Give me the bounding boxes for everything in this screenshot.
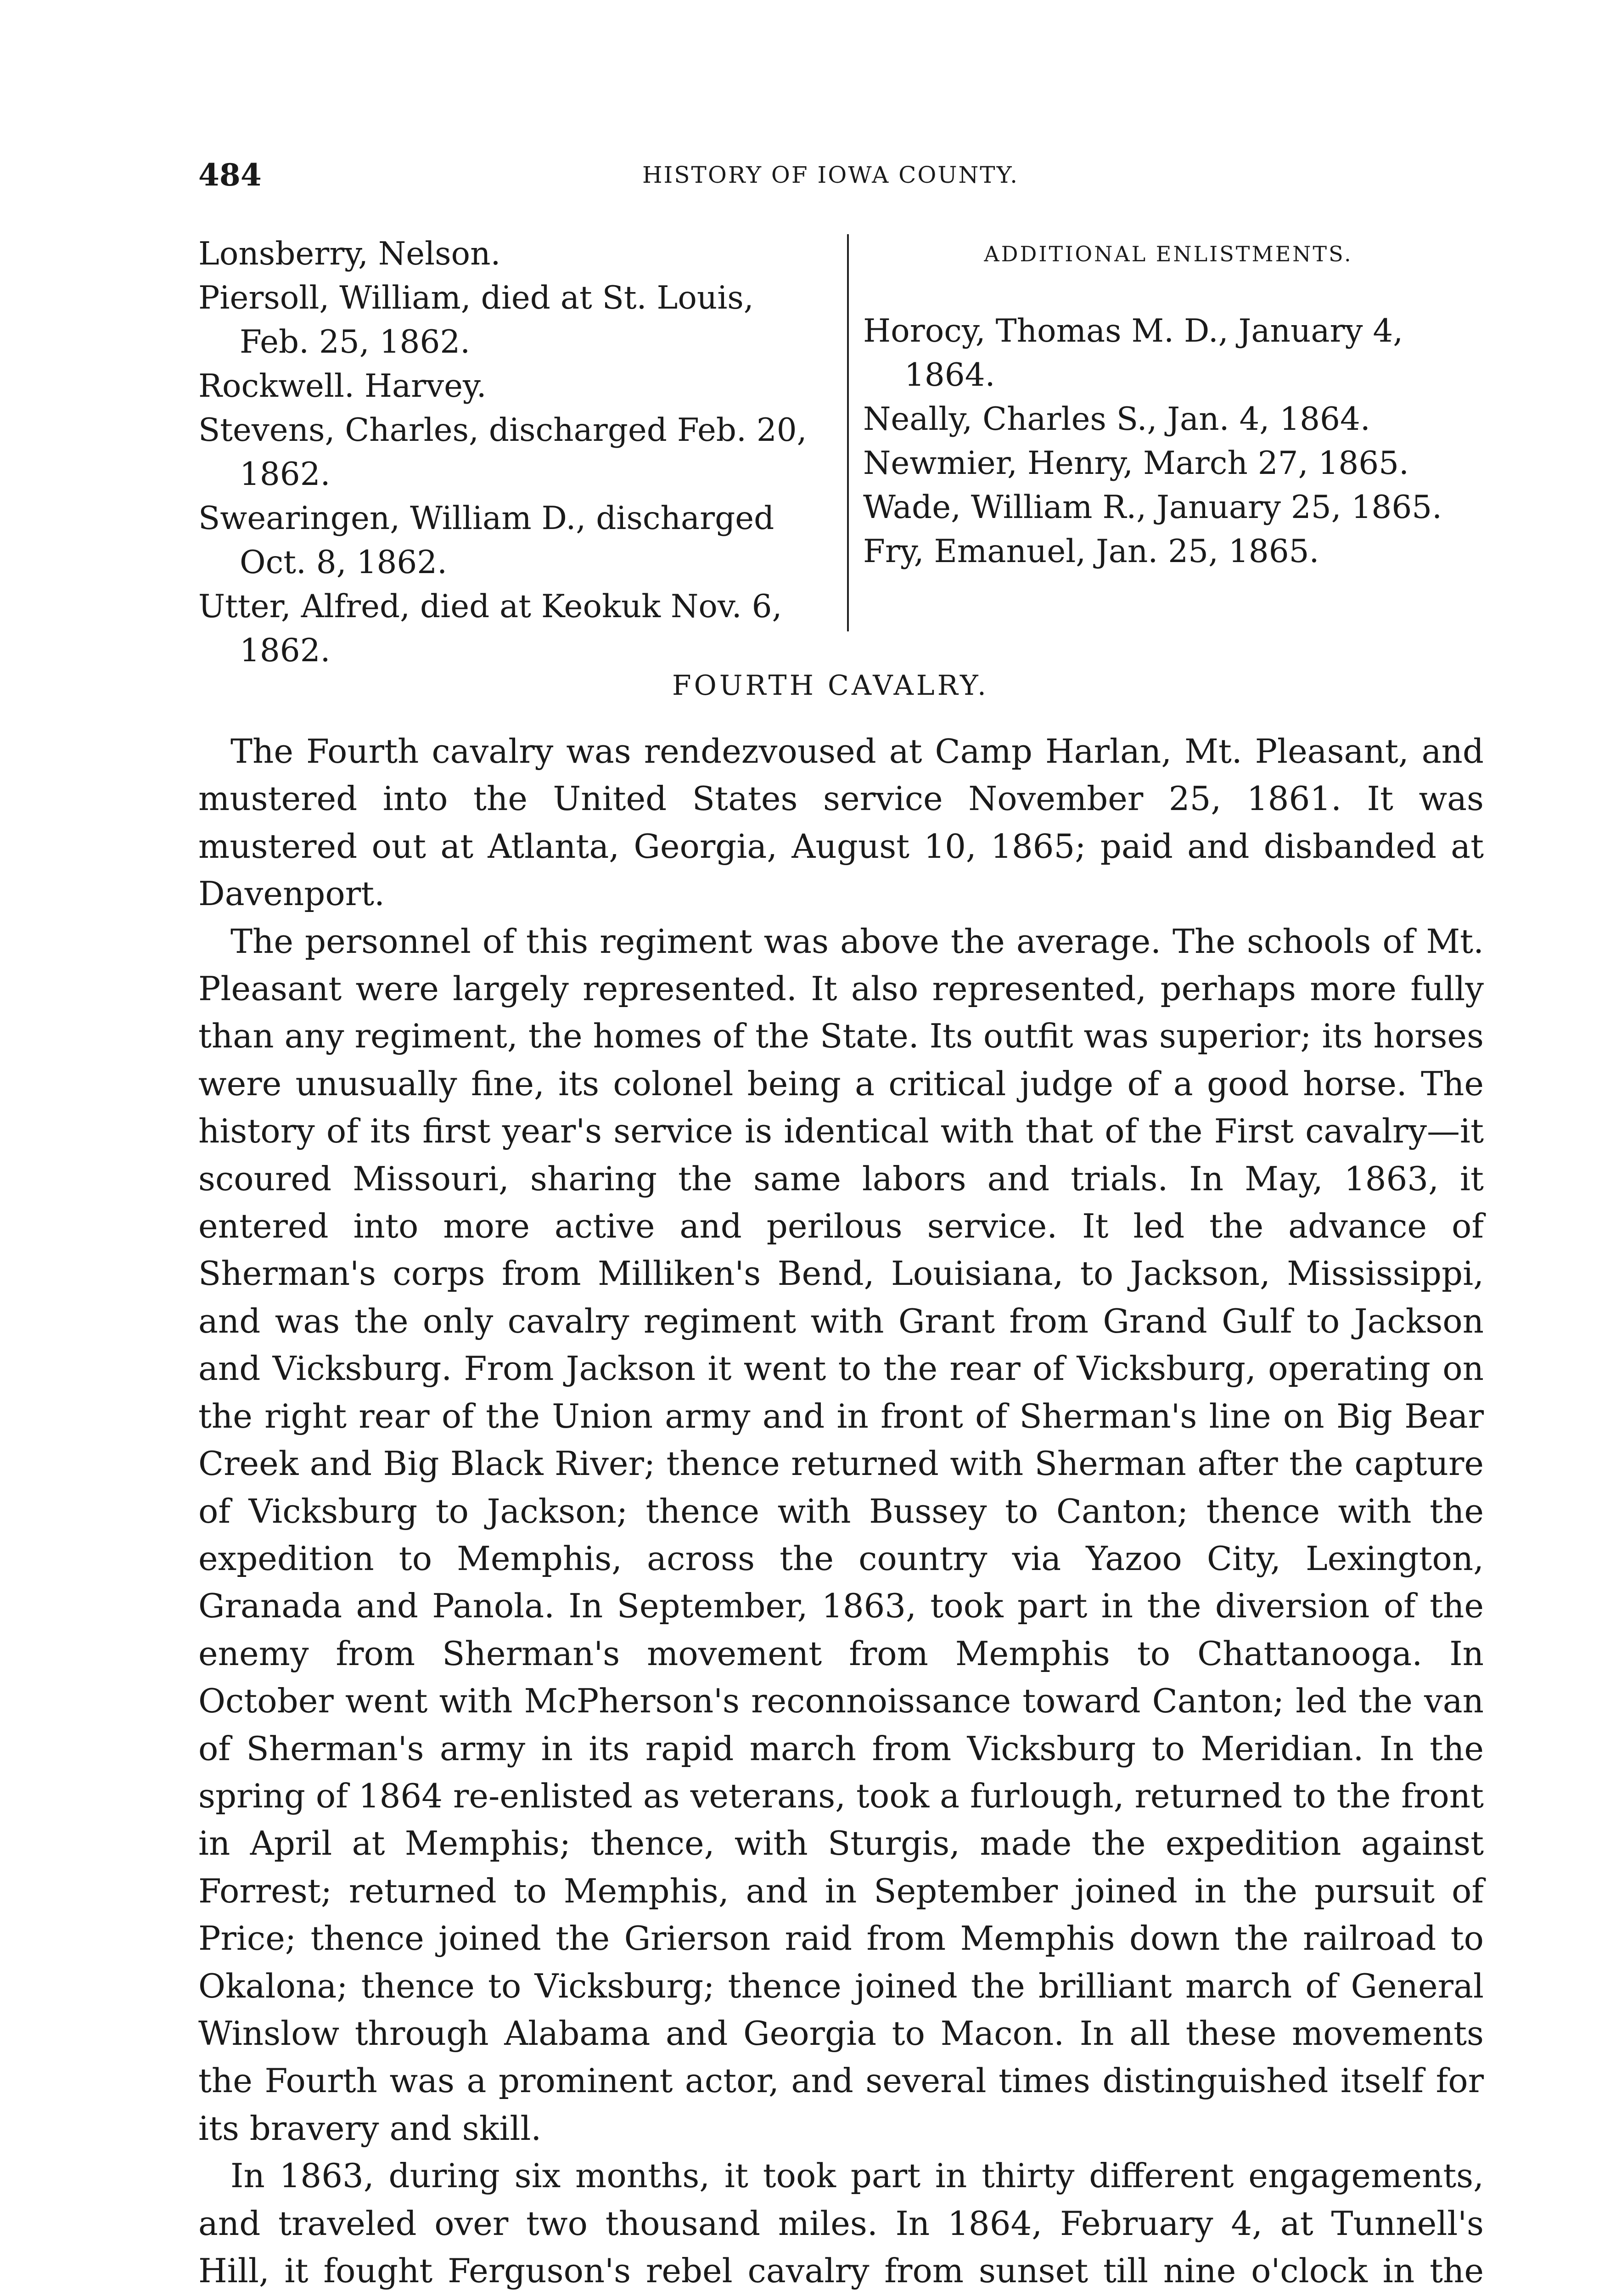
roster-entry: Stevens, Charles, discharged Feb. 20, 1862.: [198, 412, 807, 493]
section-body: [198, 728, 1484, 2296]
running-title: HISTORY OF IOWA COUNTY.: [642, 162, 1019, 188]
roster-entry: Rockwell. Harvey.: [198, 368, 487, 405]
enlistment-entry: Horocy, Thomas M. D., January 4, 1864.: [863, 313, 1403, 394]
roster-entry: Utter, Alfred, died at Keokuk Nov. 6, 1862.: [198, 588, 782, 669]
page-header: [198, 157, 1463, 203]
left-roster-column: [198, 232, 827, 673]
roster-entry: Swearingen, William D., discharged Oct. 8, 1862.: [198, 500, 774, 581]
page-number: 484: [198, 157, 262, 193]
body-paragraph: In 1863, during six months, it took part in thirty different engagements, and traveled over two thousand miles. In 1864, February 4, at Tunnell's Hill, it fought Ferguson's rebel cavalry from sunset till nine o'clock in the: [198, 2156, 1484, 2290]
additional-enlistments-column: [863, 232, 1474, 574]
additional-enlistments-heading: ADDITIONAL ENLISTMENTS.: [984, 242, 1353, 266]
body-paragraph: The Fourth cavalry was rendezvoused at Camp Harlan, Mt. Pleasant, and mustered into the United States service November 25, 1861. It was mustered out at Atlanta, Georgia, August 10, 1865; paid and disbanded at Davenport.: [198, 732, 1484, 913]
enlistment-entry: Wade, William R., January 25, 1865.: [863, 489, 1442, 526]
enlistment-entry: Newmier, Henry, March 27, 1865.: [863, 445, 1409, 482]
enlistment-entry: Neally, Charles S., Jan. 4, 1864.: [863, 401, 1370, 438]
column-divider: [847, 234, 849, 631]
enlistment-entry: Fry, Emanuel, Jan. 25, 1865.: [863, 533, 1319, 570]
roster-entry: Piersoll, William, died at St. Louis, Feb. 25, 1862.: [198, 280, 754, 360]
body-paragraph: The personnel of this regiment was above the average. The schools of Mt. Pleasant were largely represented. It also represented, perhaps more fully than any regiment, the homes of the State. Its outfit was superior; its horses were unusually fine, its colonel being a critical judge of a good horse. The history of its first year's service is identical with that of the First cavalry—it scoured Missouri, sharing the same labors and trials. In May, 1863, it entered into more active and perilous service. It led the advance of Sherman's corps from Milliken's Bend, Louisiana, to Jackson, Mississippi, and was the only cavalry regiment with Grant from Grand Gulf to Jackson and Vicksburg. From Jackson it went to the rear of Vicksburg, operating on the right rear of the Union army and in front of Sherman's line on Big Bear Creek and Big Black River; thence returned with Sherman after the capture of Vicksburg to Jackson; thence with Bussey to Canton; thence with the expedition to Memphis, across the country via Yazoo City, Lexington, Granada and Panola. In September, 1863, took part in the diversion of the enemy from Sherman's movement from Memphis to Chattanooga. In October went with McPherson's reconnoissance toward Canton; led the van of Sherman's army in its rapid march from Vicksburg to Meridian. In the spring of 1864 re-enlisted as veterans, took a furlough, returned to the front in April at Memphis; thence, with Sturgis, made the expedition against Forrest; returned to Memphis, and in September joined in the pursuit of Price; thence joined the Grierson raid from Memphis down the railroad to Okalona; thence to Vicksburg; thence joined the brilliant march of General Winslow through Alabama and Georgia to Macon. In all these movements the Fourth was a prominent actor, and several times distinguished itself for its bravery and skill.: [198, 922, 1484, 2148]
section-title: FOURTH CAVALRY.: [672, 670, 989, 702]
roster-entry: Lonsberry, Nelson.: [198, 236, 501, 272]
